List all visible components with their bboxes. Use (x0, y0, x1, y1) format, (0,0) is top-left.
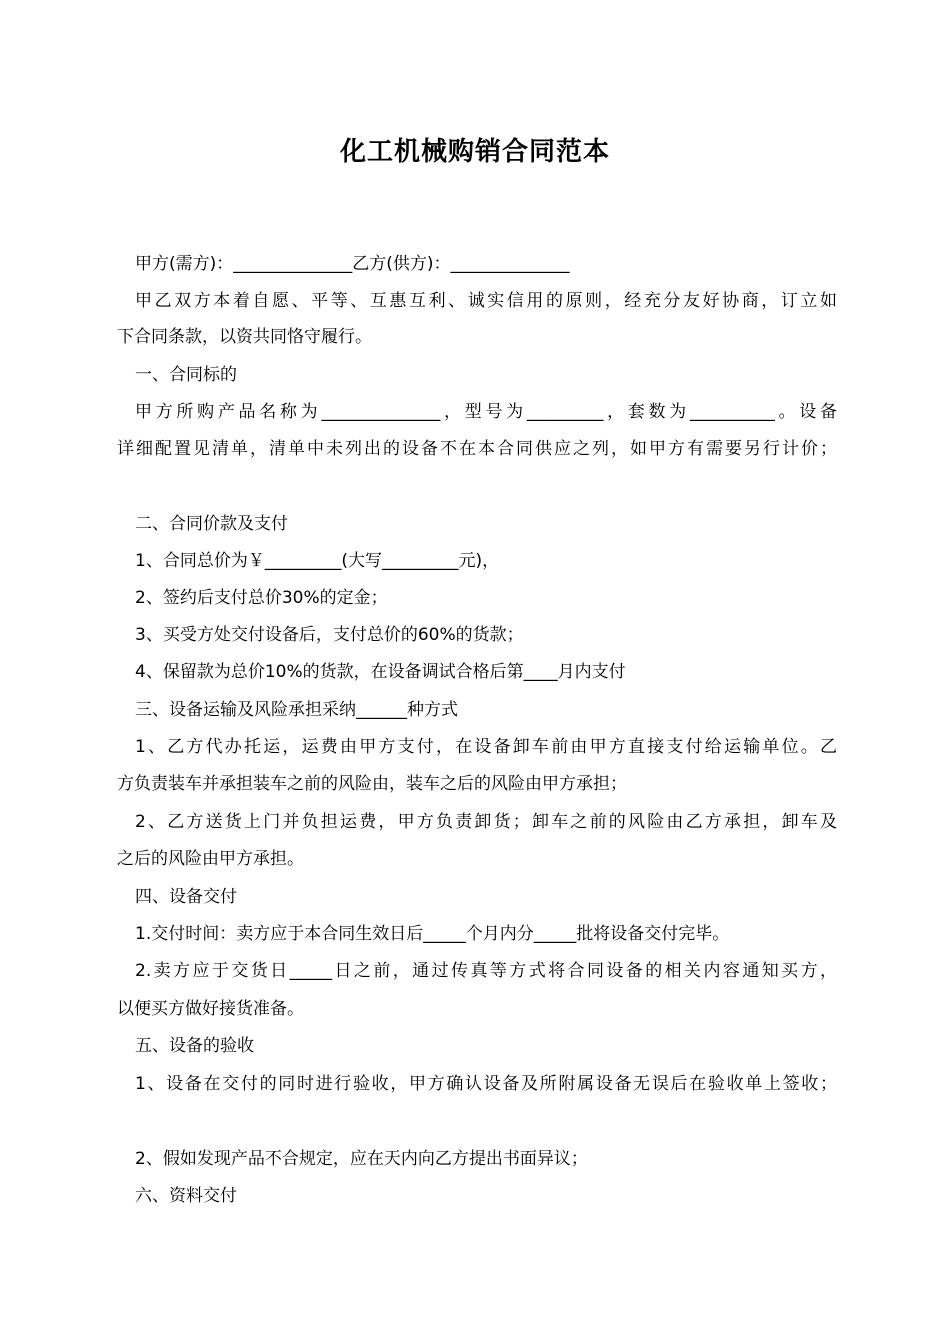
clause-line: 之后的风险由甲方承担。 (117, 849, 304, 869)
clause-line: 方负责装车并承担装车之前的风险由，装车之后的风险由甲方承担； (117, 774, 627, 794)
section-heading: 三、设备运输及风险承担采纳______种方式 (135, 700, 458, 720)
clause-line: 1.交付时间：卖方应于本合同生效日后_____个月内分_____批将设备交付完毕。 (135, 924, 730, 944)
clause-line: 1、乙方代办托运，运费由甲方支付，在设备卸车前由甲方直接支付给运输单位。乙 (135, 737, 837, 757)
clause-line: 1、设备在交付的同时进行验收，甲方确认设备及所附属设备无误后在验收单上签收； (135, 1074, 837, 1094)
party-line: 甲方(需方)：______________乙方(供方)：______________ (135, 254, 570, 274)
clause-line: 2、假如发现产品不合规定，应在天内向乙方提出书面异议； (135, 1149, 588, 1169)
section-heading: 五、设备的验收 (135, 1036, 254, 1056)
paragraph-line: 详细配置见清单，清单中未列出的设备不在本合同供应之列，如甲方有需要另行计价； (117, 439, 837, 459)
clause-line: 4、保留款为总价10%的货款，在设备调试合格后第____月内支付 (135, 662, 626, 682)
clause-line: 1、合同总价为￥_________(大写_________元)， (135, 551, 500, 571)
section-heading: 六、资料交付 (135, 1186, 237, 1206)
document-title: 化工机械购销合同范本 (339, 137, 610, 167)
paragraph-line: 甲乙双方本着自愿、平等、互惠互利、诚实信用的原则，经充分友好协商，订立如 (135, 291, 837, 311)
clause-line: 2、签约后支付总价30%的定金； (135, 588, 388, 608)
clause-line: 2.卖方应于交货日_____日之前，通过传真等方式将合同设备的相关内容通知买方， (135, 961, 837, 981)
clause-line: 3、买受方处交付设备后，支付总价的60%的货款； (135, 625, 524, 645)
clause-line: 以便买方做好接货准备。 (117, 999, 304, 1019)
paragraph-line: 甲方所购产品名称为______________，型号为_________，套数为__________。设备 (135, 402, 837, 422)
paragraph-line: 下合同条款，以资共同恪守履行。 (117, 327, 372, 347)
section-heading: 二、合同价款及支付 (135, 514, 288, 534)
clause-line: 2、乙方送货上门并负担运费，甲方负责卸货；卸车之前的风险由乙方承担，卸车及 (135, 812, 837, 832)
section-heading: 一、合同标的 (135, 365, 237, 385)
section-heading: 四、设备交付 (135, 887, 237, 907)
